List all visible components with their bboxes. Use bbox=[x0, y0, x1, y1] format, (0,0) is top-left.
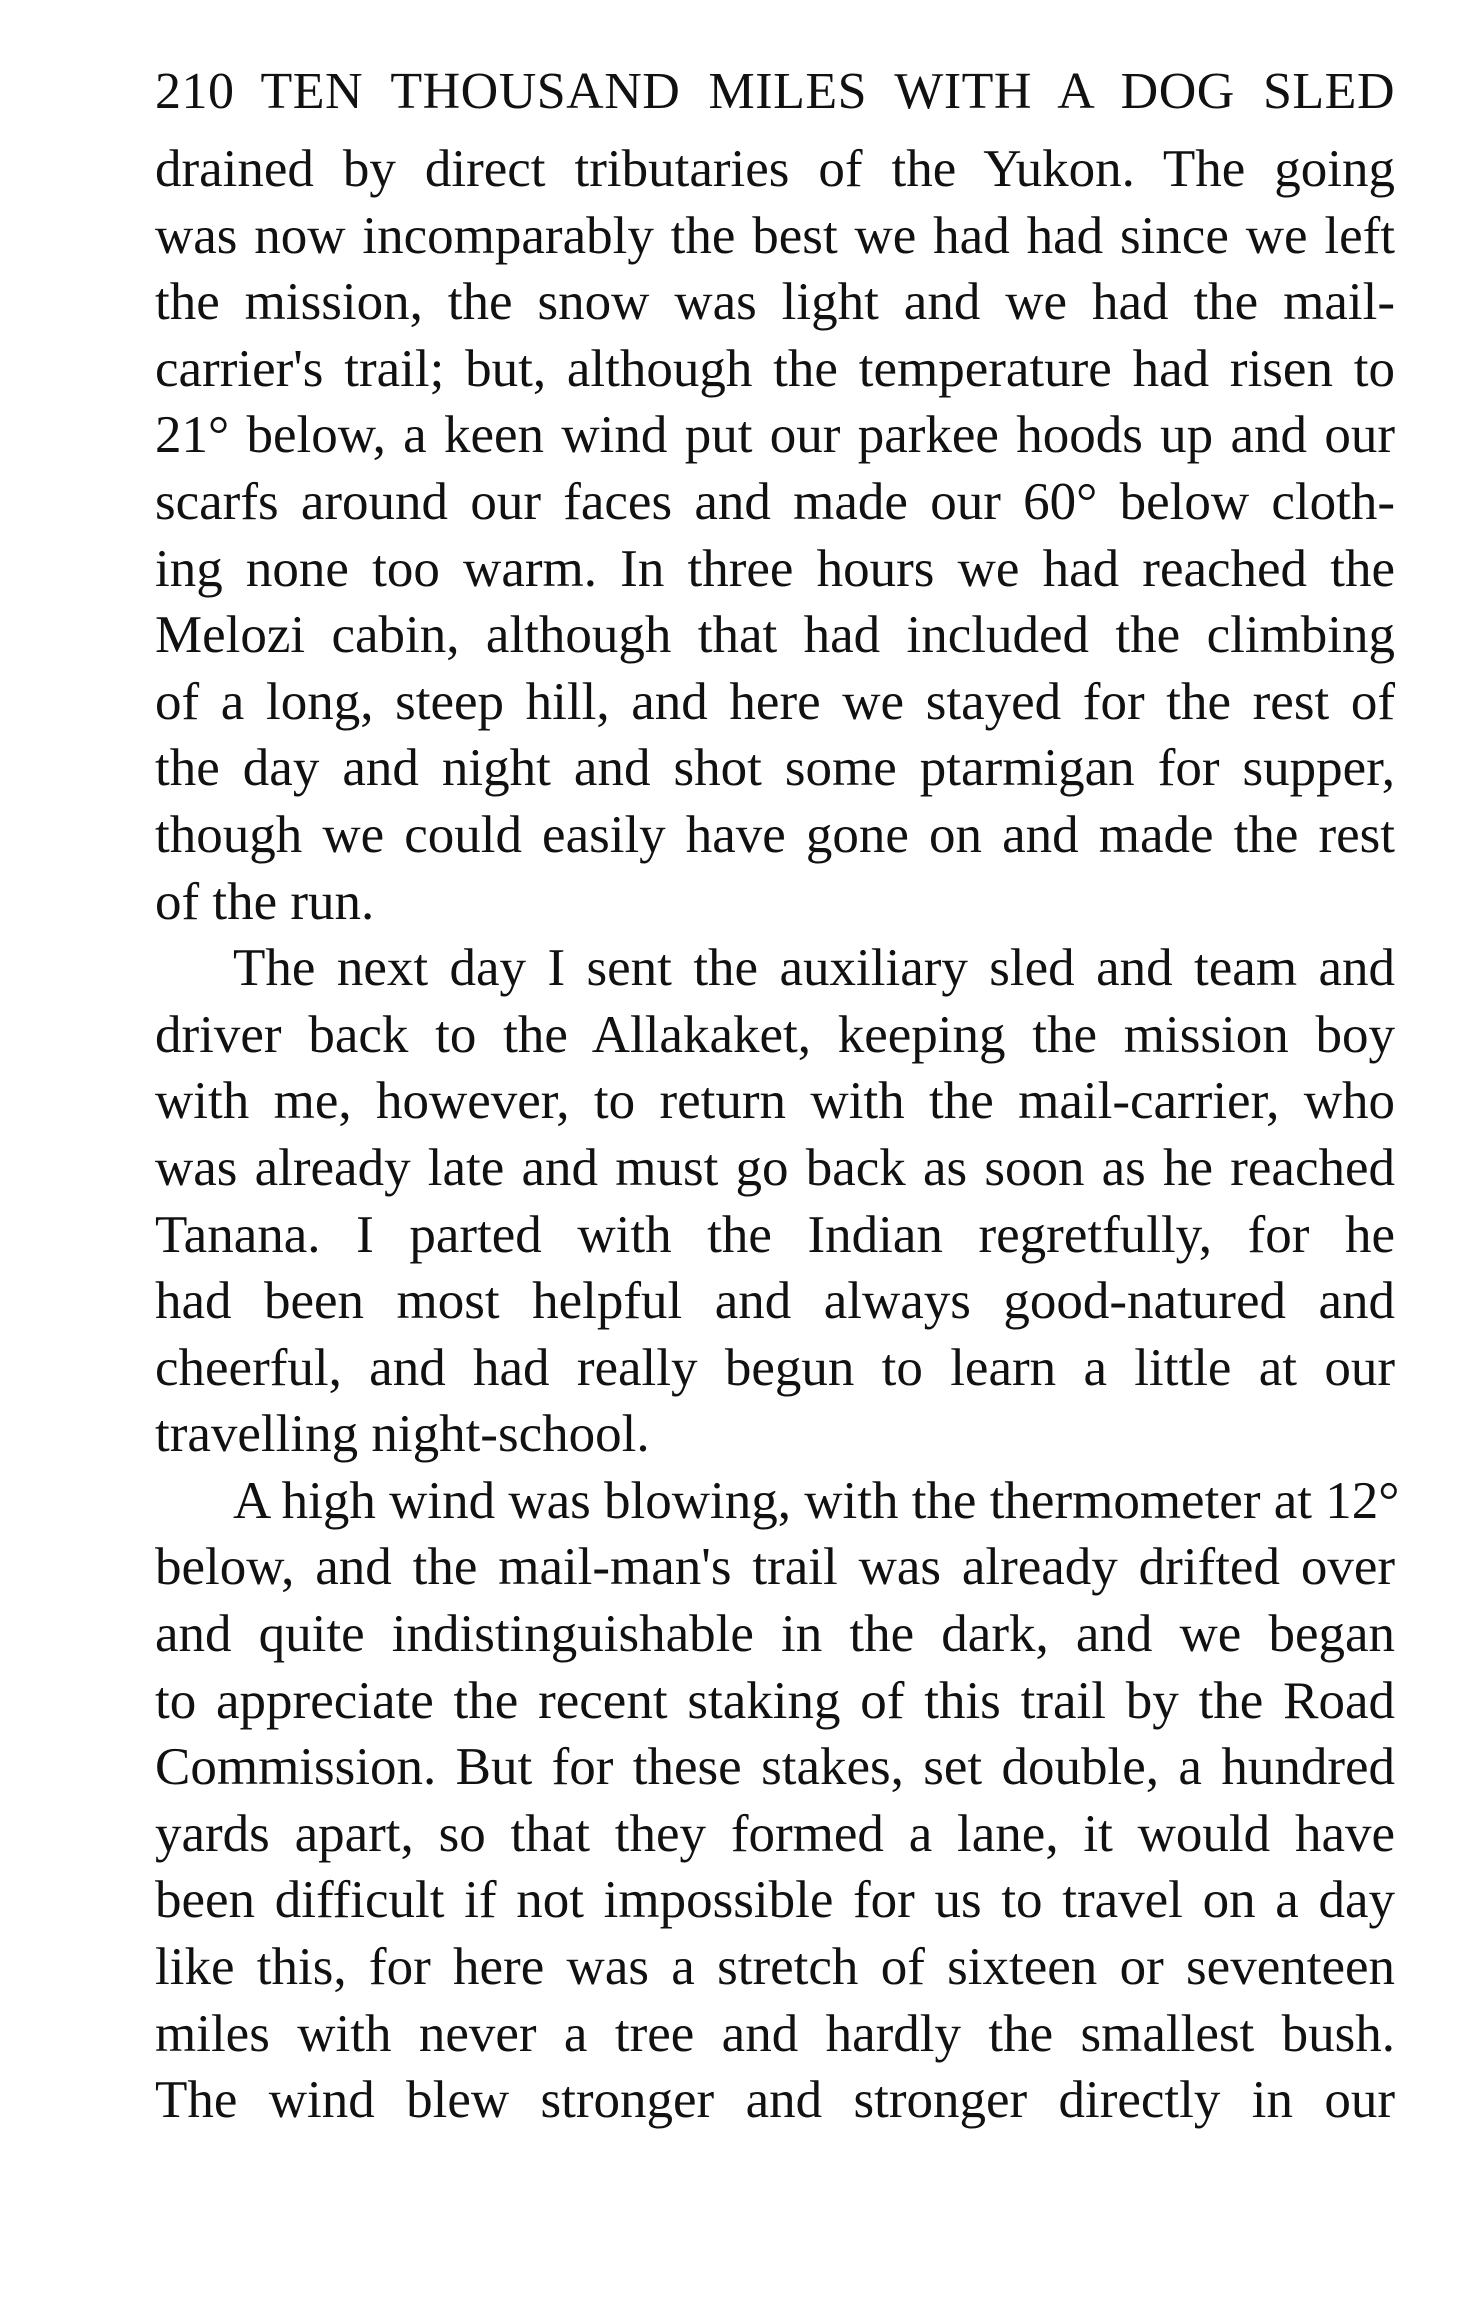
text-line: the mission, the snow was light and we had the mail- bbox=[155, 273, 1395, 332]
text-line: ing none too warm. In three hours we had reached the bbox=[155, 539, 1395, 598]
text-line: Commission. But for these stakes, set double, a hundred bbox=[155, 1738, 1395, 1797]
page-number: 210 bbox=[155, 63, 235, 120]
text-line: carrier's trail; but, although the temperature had risen to bbox=[155, 339, 1395, 398]
text-line: the day and night and shot some ptarmigan for supper, bbox=[155, 739, 1395, 798]
text-line: and quite indistinguishable in the dark, and we began bbox=[155, 1605, 1395, 1664]
text-line: travelling night-school. bbox=[155, 1405, 650, 1464]
text-line: of a long, steep hill, and here we stayed for the rest of bbox=[155, 672, 1395, 731]
text-line: scarfs around our faces and made our 60° below cloth- bbox=[155, 472, 1395, 531]
text-line: Melozi cabin, although that had included the climbing bbox=[155, 606, 1395, 665]
text-line: was now incomparably the best we had had since we left bbox=[155, 206, 1395, 265]
text-line: drained by direct tributaries of the Yukon. The going bbox=[155, 140, 1395, 198]
paragraph-1 bbox=[155, 136, 1395, 935]
paragraph-3 bbox=[155, 1468, 1400, 2134]
text-line: though we could easily have gone on and made the rest bbox=[155, 805, 1395, 864]
text-line: driver back to the Allakaket, keeping the mission boy bbox=[155, 1005, 1395, 1064]
text-line: had been most helpful and always good-natured and bbox=[155, 1272, 1395, 1331]
text-line: Tanana. I parted with the Indian regretfully, for he bbox=[155, 1205, 1395, 1264]
text-line: yards apart, so that they formed a lane, it would have bbox=[155, 1804, 1395, 1863]
text-line: The wind blew stronger and stronger directly in our bbox=[155, 2071, 1395, 2130]
text-line: to appreciate the recent staking of this trail by the Road bbox=[155, 1671, 1395, 1730]
running-title: TEN THOUSAND MILES WITH A DOG SLED bbox=[260, 63, 1395, 120]
text-line: below, and the mail-man's trail was already drifted over bbox=[155, 1538, 1395, 1597]
text-line: 21° below, a keen wind put our parkee hoods up and our bbox=[155, 406, 1395, 465]
text-line: A high wind was blowing, with the thermometer at 12° bbox=[233, 1471, 1400, 1530]
paragraph-2 bbox=[155, 935, 1395, 1468]
book-page bbox=[155, 52, 1400, 2134]
text-line: like this, for here was a stretch of sixteen or seventeen bbox=[155, 1938, 1395, 1997]
text-line: miles with never a tree and hardly the smallest bush. bbox=[155, 2004, 1395, 2063]
running-header bbox=[155, 52, 1395, 132]
text-line: The next day I sent the auxiliary sled and team and bbox=[233, 939, 1395, 998]
text-line: was already late and must go back as soon as he reached bbox=[155, 1138, 1395, 1197]
text-line: cheerful, and had really begun to learn a little at our bbox=[155, 1338, 1395, 1397]
text-line: with me, however, to return with the mail-carrier, who bbox=[155, 1072, 1395, 1131]
text-line: of the run. bbox=[155, 872, 375, 931]
text-line: been difficult if not impossible for us to travel on a day bbox=[155, 1871, 1395, 1930]
